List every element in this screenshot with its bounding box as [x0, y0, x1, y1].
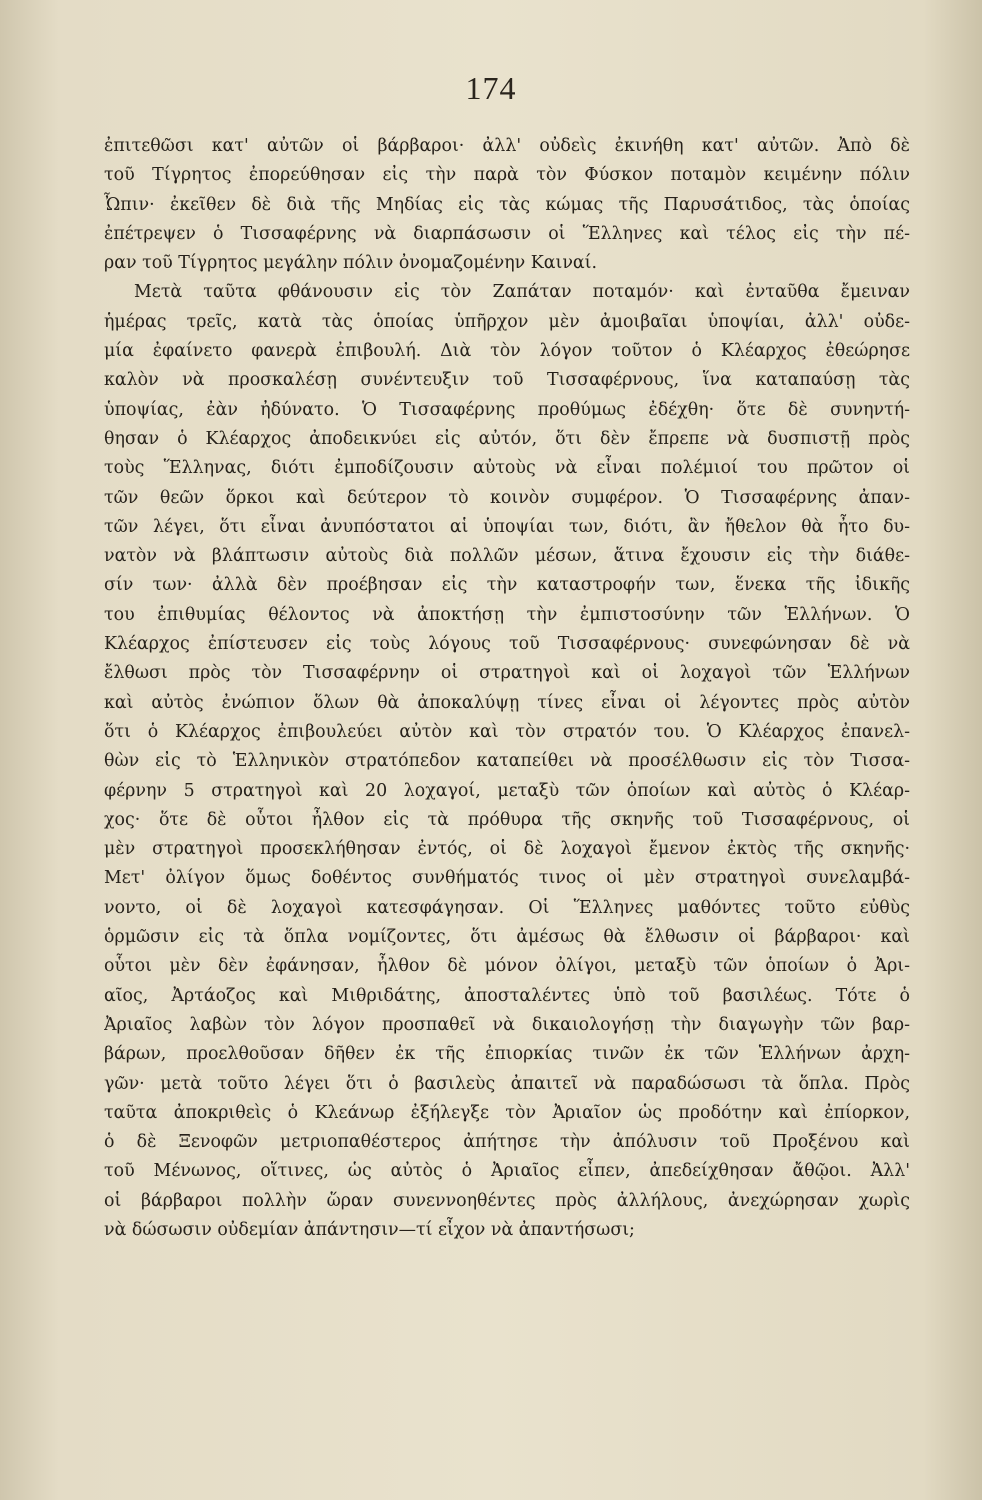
body-text — [104, 132, 910, 1245]
text-line: θὼν εἰς τὸ Ἑλληνικὸν στρατόπεδον καταπείθει νὰ προσέλθωσιν εἰς τὸν Τισσα- — [104, 751, 910, 772]
text-line: οὗτοι μὲν δὲν ἐφάνησαν, ἦλθον δὲ μόνον ὀλίγοι, μεταξὺ τῶν ὁποίων ὁ Ἀρι- — [104, 956, 910, 977]
text-line: σίν των· ἀλλὰ δὲν προέβησαν εἰς τὴν καταστροφήν των, ἕνεκα τῆς ἰδικῆς — [104, 575, 910, 596]
paragraph-start-line: Μετὰ ταῦτα φθάνουσιν εἰς τὸν Ζαπάταν ποταμόν· καὶ ἐνταῦθα ἔμειναν — [134, 282, 910, 303]
text-line: του ἐπιθυμίας θέλοντος νὰ ἀποκτήσῃ τὴν ἐμπιστοσύνην τῶν Ἑλλήνων. Ὁ — [104, 604, 910, 625]
text-line: καὶ αὐτὸς ἐνώπιον ὅλων θὰ ἀποκαλύψῃ τίνες εἶναι οἱ λέγοντες πρὸς αὐτὸν — [104, 692, 910, 713]
text-line: καλὸν νὰ προσκαλέσῃ συνέντευξιν τοῦ Τισσαφέρνους, ἵνα καταπαύσῃ τὰς — [104, 370, 910, 391]
text-line: νατὸν νὰ βλάπτωσιν αὐτοὺς διὰ πολλῶν μέσων, ἅτινα ἔχουσιν εἰς τὴν διάθε- — [104, 546, 910, 567]
page-number: 174 — [465, 70, 517, 106]
text-line: ὁρμῶσιν εἰς τὰ ὅπλα νομίζοντες, ὅτι ἀμέσως θὰ ἔλθωσιν οἱ βάρβαροι· καὶ — [104, 927, 910, 948]
text-line: Ὦπιν· ἐκεῖθεν δὲ διὰ τῆς Μηδίας εἰς τὰς κώμας τῆς Παρυσάτιδος, τὰς ὁποίας — [104, 194, 910, 215]
text-line: ἡμέρας τρεῖς, κατὰ τὰς ὁποίας ὑπῆρχον μὲν ἀμοιβαῖαι ὑποψίαι, ἀλλ' οὐδε- — [104, 311, 910, 332]
text-line: ὑποψίας, ἐὰν ἠδύνατο. Ὁ Τισσαφέρνης προθύμως ἐδέχθη· ὅτε δὲ συνηντή- — [104, 399, 910, 420]
text-line: τοὺς Ἕλληνας, διότι ἐμποδίζουσιν αὐτοὺς νὰ εἶναι πολέμιοί του πρῶτον οἱ — [104, 458, 910, 479]
text-line: βάρων, προελθοῦσαν δῆθεν ἐκ τῆς ἐπιορκίας τινῶν ἐκ τῶν Ἑλλήνων ἀρχη- — [104, 1044, 910, 1065]
text-line: τοῦ Μένωνος, οἵτινες, ὡς αὐτὸς ὁ Ἀριαῖος εἶπεν, ἀπεδείχθησαν ἄθῷοι. Ἀλλ' — [104, 1161, 910, 1182]
text-line: τῶν θεῶν ὅρκοι καὶ δεύτερον τὸ κοινὸν συμφέρον. Ὁ Τισσαφέρνης ἀπαν- — [104, 487, 910, 508]
text-line: γῶν· μετὰ τοῦτο λέγει ὅτι ὁ βασιλεὺς ἀπαιτεῖ νὰ παραδώσωσι τὰ ὅπλα. Πρὸς — [104, 1073, 910, 1094]
text-line: ραν τοῦ Τίγρητος μεγάλην πόλιν ὀνομαζομένην Καιναί. — [104, 253, 597, 274]
text-line: ὅτι ὁ Κλέαρχος ἐπιβουλεύει αὐτὸν καὶ τὸν στρατόν του. Ὁ Κλέαρχος ἐπανελ- — [104, 721, 910, 742]
text-line: οἱ βάρβαροι πολλὴν ὥραν συνεννοηθέντες πρὸς ἀλλήλους, ἀνεχώρησαν χωρὶς — [104, 1190, 910, 1211]
text-line: αῖος, Ἀρτάοζος καὶ Μιθριδάτης, ἀποσταλέντες ὑπὸ τοῦ βασιλέως. Τότε ὁ — [104, 985, 910, 1006]
text-line: τῶν λέγει, ὅτι εἶναι ἀνυπόστατοι αἱ ὑποψίαι των, διότι, ἂν ἤθελον θὰ ἦτο δυ- — [104, 516, 910, 537]
text-line: φέρνην 5 στρατηγοὶ καὶ 20 λοχαγοί, μεταξὺ τῶν ὁποίων καὶ αὐτὸς ὁ Κλέαρ- — [104, 780, 910, 801]
text-line: νὰ δώσωσιν οὐδεμίαν ἀπάντησιν—τί εἶχον νὰ ἀπαντήσωσι; — [104, 1219, 635, 1240]
text-line: ταῦτα ἀποκριθεὶς ὁ Κλεάνωρ ἐξήλεγξε τὸν Ἀριαῖον ὡς προδότην καὶ ἐπίορκον, — [104, 1102, 910, 1123]
text-line: θησαν ὁ Κλέαρχος ἀποδεικνύει εἰς αὐτόν, ὅτι δὲν ἔπρεπε νὰ δυσπιστῇ πρὸς — [104, 428, 910, 449]
text-line: ἔλθωσι πρὸς τὸν Τισσαφέρνην οἱ στρατηγοὶ καὶ οἱ λοχαγοὶ τῶν Ἑλλήνων — [104, 663, 910, 684]
text-line: νοντο, οἱ δὲ λοχαγοὶ κατεσφάγησαν. Οἱ Ἕλληνες μαθόντες τοῦτο εὐθὺς — [104, 897, 910, 918]
text-line: ἐπιτεθῶσι κατ' αὐτῶν οἱ βάρβαροι· ἀλλ' οὐδεὶς ἐκινήθη κατ' αὐτῶν. Ἀπὸ δὲ — [104, 136, 910, 156]
text-line: τοῦ Τίγρητος ἐπορεύθησαν εἰς τὴν παρὰ τὸν Φύσκον ποταμὸν κειμένην πόλιν — [104, 165, 910, 186]
text-line: Ἀριαῖος λαβὼν τὸν λόγον προσπαθεῖ νὰ δικαιολογήσῃ τὴν διαγωγὴν τῶν βαρ- — [104, 1014, 910, 1035]
text-line: μία ἐφαίνετο φανερὰ ἐπιβουλή. Διὰ τὸν λόγον τοῦτον ὁ Κλέαρχος ἐθεώρησε — [104, 341, 910, 362]
text-line: ἐπέτρεψεν ὁ Τισσαφέρνης νὰ διαρπάσωσιν οἱ Ἕλληνες καὶ τέλος εἰς τὴν πέ- — [104, 223, 910, 244]
text-line: χος· ὅτε δὲ οὗτοι ἦλθον εἰς τὰ πρόθυρα τῆς σκηνῆς τοῦ Τισσαφέρνους, οἱ — [104, 809, 910, 830]
text-line: Μετ' ὀλίγον ὅμως δοθέντος συνθήματός τινος οἱ μὲν στρατηγοὶ συνελαμβά- — [104, 868, 910, 889]
text-line: μὲν στρατηγοὶ προσεκλήθησαν ἐντός, οἱ δὲ λοχαγοὶ ἔμενον ἐκτὸς τῆς σκηνῆς· — [104, 839, 910, 860]
text-line: Κλέαρχος ἐπίστευσεν εἰς τοὺς λόγους τοῦ Τισσαφέρνους· συνεφώνησαν δὲ νὰ — [104, 634, 910, 655]
text-line: ὁ δὲ Ξενοφῶν μετριοπαθέστερος ἀπήτησε τὴν ἀπόλυσιν τοῦ Προξένου καὶ — [104, 1132, 910, 1153]
